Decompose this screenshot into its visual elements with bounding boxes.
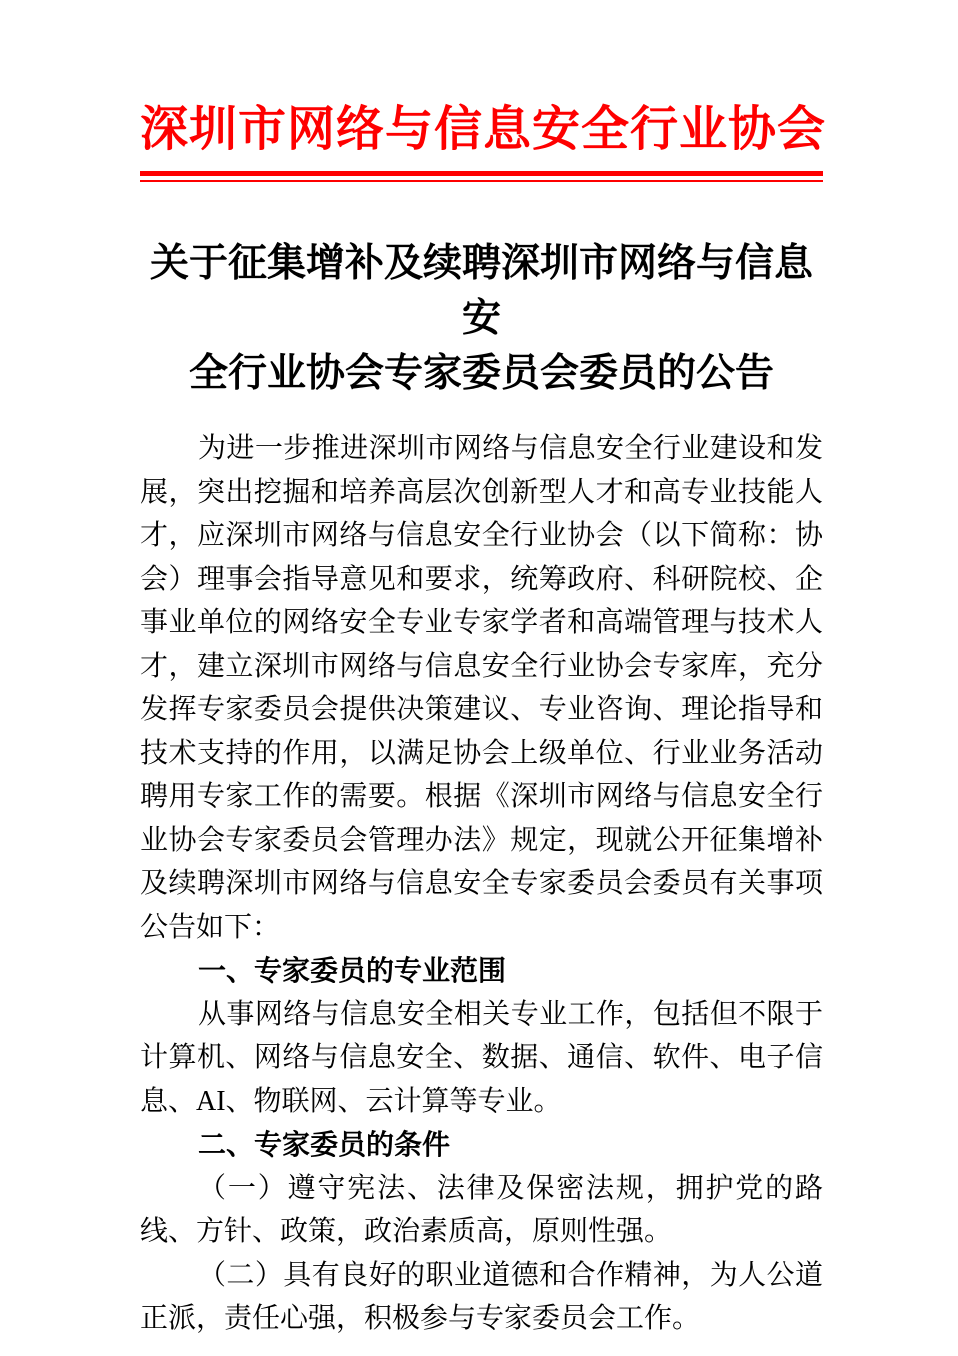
org-masthead: 深圳市网络与信息安全行业协会 bbox=[140, 103, 827, 156]
section-1-paragraph-1: 从事网络与信息安全相关专业工作，包括但不限于计算机、网络与信息安全、数据、通信、软件、电子信息、AI、物联网、云计算等专业。 bbox=[140, 998, 823, 1117]
section-2-paragraph-1: （一）遵守宪法、法律及保密法规，拥护党的路线、方针、政策，政治素质高，原则性强。 bbox=[140, 1172, 823, 1247]
masthead-rule-thick bbox=[140, 171, 823, 176]
intro-paragraph: 为进一步推进深圳市网络与信息安全行业建设和发展，突出挖掘和培养高层次创新型人才和高专业技能人才，应深圳市网络与信息安全行业协会（以下简称：协会）理事会指导意见和要求，统筹政府、科研院校、企事业单位的网络安全专业专家学者和高端管理与技术人才，建立深圳市网络与信息安全行业协会专家库，充分发挥专家委员会提供决策建议、专业咨询、理论指导和技术支持的作用，以满足协会上级单位、行业业务活动聘用专家工作的需要。根据《深圳市网络与信息安全行业协会专家委员会管理办法》规定，现就公开征集增补及续聘深圳市网络与信息安全专家委员会委员有关事项公告如下： bbox=[140, 433, 823, 943]
document-title-line-1: 关于征集增补及续聘深圳市网络与信息安 bbox=[149, 242, 813, 340]
document-body bbox=[140, 427, 823, 1341]
masthead-rule-thin bbox=[140, 180, 823, 182]
section-2-heading: 二、专家委员的条件 bbox=[198, 1129, 451, 1160]
section-1-heading: 一、专家委员的专业范围 bbox=[198, 955, 507, 986]
document-title bbox=[140, 236, 823, 401]
document-title-line-2: 全行业协会专家委员会委员的公告 bbox=[188, 352, 774, 395]
section-2-paragraph-2: （二）具有良好的职业道德和合作精神，为人公道正派，责任心强，积极参与专家委员会工作。 bbox=[140, 1259, 823, 1334]
